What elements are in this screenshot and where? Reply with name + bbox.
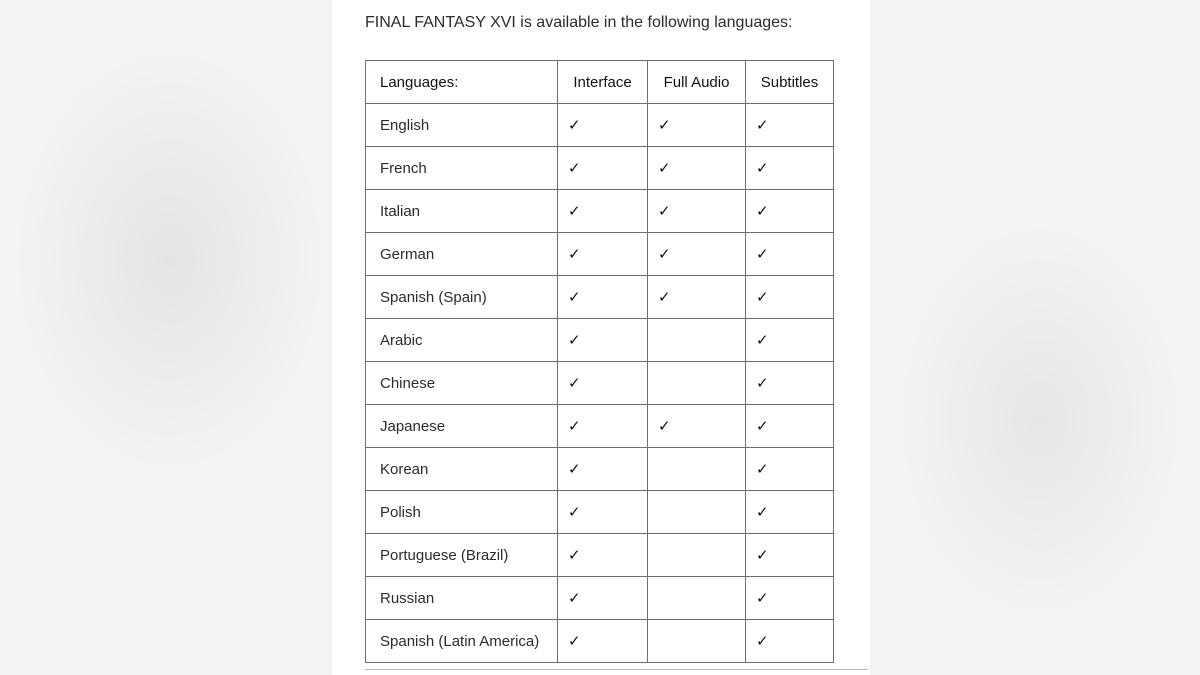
checkmark-icon: ✓	[756, 632, 769, 650]
interface-cell	[558, 448, 648, 491]
table-row	[366, 233, 834, 276]
checkmark-icon: ✓	[658, 417, 671, 435]
checkmark-icon: ✓	[568, 331, 581, 349]
checkmark-icon: ✓	[756, 202, 769, 220]
full-audio-cell	[648, 448, 746, 491]
subtitles-cell	[746, 319, 834, 362]
language-cell: Portuguese (Brazil)	[366, 534, 558, 577]
full-audio-cell	[648, 276, 746, 319]
checkmark-icon: ✓	[568, 503, 581, 521]
interface-cell	[558, 405, 648, 448]
checkmark-icon: ✓	[658, 159, 671, 177]
checkmark-icon: ✓	[756, 374, 769, 392]
table-row	[366, 448, 834, 491]
checkmark-icon: ✓	[568, 460, 581, 478]
full-audio-cell	[648, 405, 746, 448]
checkmark-icon: ✓	[568, 589, 581, 607]
table-row	[366, 534, 834, 577]
interface-cell	[558, 534, 648, 577]
full-audio-cell	[648, 620, 746, 663]
languages-table	[365, 60, 834, 663]
interface-cell	[558, 620, 648, 663]
subtitles-cell	[746, 448, 834, 491]
table-row	[366, 405, 834, 448]
language-cell: Russian	[366, 577, 558, 620]
language-cell: German	[366, 233, 558, 276]
table-row	[366, 104, 834, 147]
table-header-row	[366, 61, 834, 104]
subtitles-cell	[746, 190, 834, 233]
interface-cell	[558, 362, 648, 405]
table-row	[366, 190, 834, 233]
language-cell: Spanish (Latin America)	[366, 620, 558, 663]
subtitles-cell	[746, 147, 834, 190]
interface-cell	[558, 233, 648, 276]
checkmark-icon: ✓	[756, 159, 769, 177]
table-row	[366, 276, 834, 319]
checkmark-icon: ✓	[756, 503, 769, 521]
subtitles-cell	[746, 491, 834, 534]
full-audio-cell	[648, 577, 746, 620]
subtitles-cell	[746, 405, 834, 448]
checkmark-icon: ✓	[568, 374, 581, 392]
language-cell: Italian	[366, 190, 558, 233]
checkmark-icon: ✓	[756, 546, 769, 564]
checkmark-icon: ✓	[756, 331, 769, 349]
full-audio-cell	[648, 319, 746, 362]
subtitles-cell	[746, 104, 834, 147]
header-interface: Interface	[558, 61, 648, 104]
language-cell: French	[366, 147, 558, 190]
language-cell: Polish	[366, 491, 558, 534]
full-audio-cell	[648, 534, 746, 577]
checkmark-icon: ✓	[756, 417, 769, 435]
table-row	[366, 491, 834, 534]
interface-cell	[558, 577, 648, 620]
interface-cell	[558, 491, 648, 534]
checkmark-icon: ✓	[568, 116, 581, 134]
table-row	[366, 147, 834, 190]
subtitles-cell	[746, 233, 834, 276]
checkmark-icon: ✓	[568, 288, 581, 306]
subtitles-cell	[746, 577, 834, 620]
divider	[365, 669, 868, 670]
full-audio-cell	[648, 147, 746, 190]
full-audio-cell	[648, 190, 746, 233]
checkmark-icon: ✓	[756, 245, 769, 263]
full-audio-cell	[648, 233, 746, 276]
table-row	[366, 620, 834, 663]
subtitles-cell	[746, 534, 834, 577]
language-cell: Spanish (Spain)	[366, 276, 558, 319]
subtitles-cell	[746, 362, 834, 405]
checkmark-icon: ✓	[568, 159, 581, 177]
interface-cell	[558, 190, 648, 233]
checkmark-icon: ✓	[756, 460, 769, 478]
full-audio-cell	[648, 104, 746, 147]
checkmark-icon: ✓	[568, 245, 581, 263]
interface-cell	[558, 104, 648, 147]
table-row	[366, 362, 834, 405]
header-full-audio: Full Audio	[648, 61, 746, 104]
checkmark-icon: ✓	[756, 589, 769, 607]
subtitles-cell	[746, 620, 834, 663]
checkmark-icon: ✓	[568, 202, 581, 220]
full-audio-cell	[648, 362, 746, 405]
header-subtitles: Subtitles	[746, 61, 834, 104]
language-cell: Arabic	[366, 319, 558, 362]
checkmark-icon: ✓	[568, 546, 581, 564]
interface-cell	[558, 147, 648, 190]
full-audio-cell	[648, 491, 746, 534]
subtitles-cell	[746, 276, 834, 319]
language-cell: Japanese	[366, 405, 558, 448]
checkmark-icon: ✓	[658, 245, 671, 263]
interface-cell	[558, 319, 648, 362]
table-body	[366, 104, 834, 663]
language-cell: Chinese	[366, 362, 558, 405]
checkmark-icon: ✓	[658, 202, 671, 220]
table-row	[366, 319, 834, 362]
header-languages: Languages:	[366, 61, 558, 104]
table-row	[366, 577, 834, 620]
checkmark-icon: ✓	[568, 632, 581, 650]
checkmark-icon: ✓	[658, 116, 671, 134]
interface-cell	[558, 276, 648, 319]
checkmark-icon: ✓	[568, 417, 581, 435]
checkmark-icon: ✓	[756, 116, 769, 134]
checkmark-icon: ✓	[658, 288, 671, 306]
checkmark-icon: ✓	[756, 288, 769, 306]
intro-text: FINAL FANTASY XVI is available in the following languages:	[365, 14, 793, 31]
language-cell: Korean	[366, 448, 558, 491]
language-cell: English	[366, 104, 558, 147]
